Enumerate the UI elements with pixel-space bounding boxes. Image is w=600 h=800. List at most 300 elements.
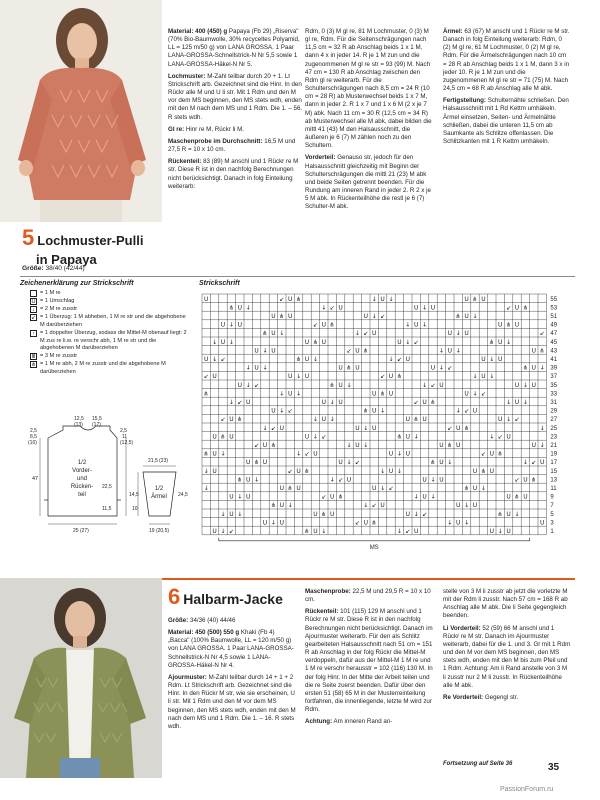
chart-stitch-symbol: ↙ xyxy=(203,373,209,381)
chart-stitch-symbol: ↙ xyxy=(304,450,310,458)
chart-stitch-symbol: ↓ xyxy=(455,330,461,338)
chart-row-number: 3 xyxy=(550,520,554,527)
chart-stitch-symbol: ↓ xyxy=(480,485,486,492)
chart-stitch-symbol: U xyxy=(271,407,276,415)
chart-stitch-symbol: U xyxy=(279,519,285,527)
chart-stitch-symbol: ↓ xyxy=(245,304,251,312)
chart-stitch-symbol: ↓ xyxy=(430,476,436,484)
chart-stitch-symbol: U xyxy=(455,442,461,449)
legend-item xyxy=(30,353,190,361)
chart-stitch-symbol: ↓ xyxy=(279,407,285,415)
chart-stitch-symbol: U xyxy=(430,304,436,312)
legend-symbol-icon: U xyxy=(31,299,36,306)
chart-stitch-symbol: U xyxy=(447,347,453,355)
chart-heading: Strickschrift xyxy=(199,280,240,287)
repeat-bracket xyxy=(219,538,530,541)
chart-stitch-symbol: ↓ xyxy=(430,493,436,501)
chart-stitch-symbol: U xyxy=(262,519,268,527)
chart-row-number: 19 xyxy=(550,451,558,458)
pattern2-title-text: Halbarm-Jacke xyxy=(183,591,283,607)
chart-stitch-symbol: ⋔ xyxy=(329,381,335,389)
chart-stitch-symbol: ↓ xyxy=(438,347,444,355)
chart-stitch-symbol: U xyxy=(212,373,217,381)
chart-stitch-symbol: ↓ xyxy=(212,338,218,346)
paragraph-heading: Rückenteil: xyxy=(305,608,339,616)
chart-stitch-symbol: ⋔ xyxy=(220,433,226,441)
chart-stitch-symbol: ↓ xyxy=(270,519,276,527)
chart-stitch-symbol: U xyxy=(405,450,411,458)
chart-stitch-symbol: ⋔ xyxy=(497,510,503,518)
chart-stitch-symbol: U xyxy=(313,528,318,535)
section-divider xyxy=(20,276,575,277)
chart-stitch-symbol: U xyxy=(254,347,259,355)
chart-stitch-symbol: ⋔ xyxy=(380,390,386,398)
pattern1-number: 5 xyxy=(22,225,35,250)
legend-text: = 1 Umschlag xyxy=(40,298,75,305)
chart-stitch-symbol: U xyxy=(447,330,453,338)
chart-stitch-symbol: ↙ xyxy=(254,442,260,449)
chart-stitch-symbol: U xyxy=(229,433,234,441)
chart-stitch-symbol: ↓ xyxy=(396,450,402,458)
chart-stitch-symbol: U xyxy=(220,338,226,346)
chart-stitch-symbol: U xyxy=(321,416,327,424)
chart-stitch-symbol: U xyxy=(481,356,486,363)
chart-stitch-symbol: ⋔ xyxy=(396,373,402,381)
pattern2-column-3 xyxy=(443,588,571,706)
chart-stitch-symbol: ⋔ xyxy=(346,364,352,372)
paragraph-text: 52 (59) 66 M anschl und 1 Rückr re M str. Danach im Ajourmuster weiterarb, dabei für die 1. und 3. Gr mit 1 Rdm und den M vor dem MS beginnen, den MS stets wdh, enden mit den M bis zum Pfeil und 1 Rdm. Achtung: Am li Rand anstelle von 3 M li zusstr nur 2 M li zusstr. In Rückenteilhöhe alle M abk. xyxy=(443,624,571,689)
chart-stitch-symbol: U xyxy=(237,381,243,389)
chart-stitch-symbol: U xyxy=(262,442,268,449)
paragraph xyxy=(443,588,571,621)
chart-stitch-symbol: ⋔ xyxy=(203,390,209,398)
chart-stitch-symbol: ↙ xyxy=(338,476,344,484)
chart-stitch-symbol: ↓ xyxy=(455,407,461,415)
chart-stitch-symbol: ↓ xyxy=(346,459,352,467)
chart-stitch-symbol: ↓ xyxy=(363,424,369,432)
chart-stitch-symbol: ⋔ xyxy=(539,347,545,355)
chart-stitch-symbol: ↙ xyxy=(388,485,394,492)
chart-stitch-symbol: U xyxy=(313,510,318,518)
chart-stitch-symbol: ↓ xyxy=(245,381,251,389)
chart-stitch-symbol: U xyxy=(245,459,251,467)
paragraph-text: 16,5 M und 27,5 R = 10 x 10 cm. xyxy=(168,137,296,154)
legend-item xyxy=(30,298,190,306)
chart-stitch-symbol: ⋔ xyxy=(321,510,327,518)
chart-row-number: 33 xyxy=(550,391,558,398)
legend-heading: Zeichenerklärung zur Strickschrift xyxy=(20,280,134,287)
chart-stitch-symbol: ↓ xyxy=(203,485,209,492)
chart-stitch-symbol: ↓ xyxy=(228,338,234,346)
chart-stitch-symbol: ↓ xyxy=(371,295,377,303)
legend-item xyxy=(30,314,190,329)
paragraph-heading: Ajourmuster: xyxy=(168,673,207,681)
chart-stitch-symbol: U xyxy=(489,467,495,475)
chart-stitch-symbol: U xyxy=(481,373,486,381)
chart-stitch-symbol: ⋔ xyxy=(480,467,486,475)
chart-stitch-symbol: ⋔ xyxy=(489,338,495,346)
legend-symbol-icon: ↙ xyxy=(31,315,36,322)
chart-stitch-symbol: ⋔ xyxy=(464,485,470,492)
chart-symbols xyxy=(204,296,545,535)
chart-stitch-symbol: U xyxy=(464,330,469,338)
chart-stitch-symbol: U xyxy=(329,493,335,501)
chart-row-number: 15 xyxy=(550,468,558,475)
chart-stitch-symbol: ↙ xyxy=(480,390,486,398)
pattern1-column-1 xyxy=(168,28,304,195)
chart-stitch-symbol: ↓ xyxy=(346,381,352,389)
chart-stitch-symbol: ↓ xyxy=(312,356,318,363)
chart-stitch-symbol: U xyxy=(321,338,327,346)
chart-stitch-symbol: ↓ xyxy=(296,373,302,381)
chart-stitch-symbol: U xyxy=(363,313,369,320)
legend-text: = 1 Überzug: 1 M abheben, 1 M re str und die abgehobene M darüberziehen xyxy=(40,314,186,328)
chart-stitch-symbol: U xyxy=(245,493,251,501)
chart-stitch-symbol: ↙ xyxy=(254,381,260,389)
chart-stitch-symbol: ↓ xyxy=(287,502,293,510)
chart-stitch-symbol: U xyxy=(506,510,511,518)
chart-stitch-symbol: U xyxy=(287,313,293,320)
chart-stitch-symbol: ⋔ xyxy=(363,347,369,355)
paragraph-text: Schulternähte schließen. Den Halsausschnitt mit 1 Rd Kettm umhäkeln. Ärmel einsetzen, Seiten- und Ärmelnähte schließen, dabei die unteren 11,5 cm ab Saumkante als Schlitze offenlassen. Die Schlitzkanten mit 1 R Kettm umhäkeln. xyxy=(443,97,569,146)
chart-stitch-symbol: ↓ xyxy=(312,433,318,441)
chart-stitch-symbol: ↓ xyxy=(489,433,495,441)
chart-stitch-symbol: ⋔ xyxy=(312,338,318,346)
chart-stitch-symbol: ↓ xyxy=(279,390,285,398)
chart-stitch-symbol: U xyxy=(279,485,285,492)
chart-stitch-symbol: ⋔ xyxy=(497,450,503,458)
chart-stitch-symbol: U xyxy=(439,381,444,389)
chart-stitch-symbol: ⋔ xyxy=(329,321,335,329)
chart-stitch-symbol: ↙ xyxy=(430,381,436,389)
pattern2-column-1 xyxy=(168,617,296,735)
chart-stitch-symbol: U xyxy=(439,459,444,467)
legend-text: = 1 M re xyxy=(40,290,61,296)
chart-stitch-symbol: ↓ xyxy=(539,424,545,432)
chart-stitch-symbol: U xyxy=(439,442,444,449)
chart-stitch-symbol: ↙ xyxy=(220,356,226,363)
paragraph-text: 83 (89) M anschl und 1 Rückr re M str. Diese R ist in den nachfolg Berechnungen nicht berücksichtigt. Danach in folg Einteilung weiterarb: xyxy=(168,158,299,190)
chart-stitch-symbol: U xyxy=(371,407,377,415)
paragraph-heading: Material: 400 (450) g xyxy=(168,28,228,35)
chart-row-number: 7 xyxy=(550,503,554,510)
pattern2-number: 6 xyxy=(168,584,181,609)
chart-stitch-symbol: ↙ xyxy=(287,467,293,475)
chart-stitch-symbol: ↓ xyxy=(354,330,360,338)
chart-stitch-symbol: ↙ xyxy=(506,304,512,312)
chart-stitch-symbol: ↓ xyxy=(262,364,268,372)
chart-stitch-symbol: ↓ xyxy=(262,347,268,355)
legend-symbol-icon: ↓ xyxy=(30,306,37,313)
chart-stitch-symbol: ↓ xyxy=(413,493,419,501)
paragraph-text: Papaya (Fb 29) „Riserva" (70% Bio-Baumwolle, 30% recyceltes Polyamid, LL = 125 m/50 g) von LANA GROSSA. 1 Paar LANA-GROSSA-Schnellstrick-N Nr 5,5 sowie 1 LANA-GROSSA-Häkel-N Nr 5. xyxy=(168,28,300,68)
chart-stitch-symbol: ⋔ xyxy=(304,528,310,535)
continuation-note: Fortsetzung auf Seite 36 xyxy=(443,761,513,767)
chart-stitch-symbol: U xyxy=(472,467,478,475)
legend-item xyxy=(30,306,190,314)
paragraph xyxy=(443,97,571,146)
chart-stitch-symbol: ↓ xyxy=(413,433,419,441)
paragraph xyxy=(443,625,571,690)
chart-stitch-symbol: U xyxy=(455,424,461,432)
pattern1-size-value: 38/40 (42/44) xyxy=(45,265,85,272)
legend-item xyxy=(30,290,190,298)
chart-stitch-symbol: U xyxy=(321,321,327,329)
chart-stitch-symbol: ↓ xyxy=(237,510,243,518)
chart-stitch-symbol: ↓ xyxy=(346,442,352,449)
legend-text: = 1 M re abh, 2 M re zusstr und die abgehobene M darüberziehen xyxy=(40,361,166,375)
chart-stitch-symbol: U xyxy=(472,407,478,415)
chart-stitch-symbol: U xyxy=(497,338,503,346)
pattern1-column-3 xyxy=(443,28,571,150)
paragraph-heading: Lochmuster: xyxy=(168,72,206,80)
dim-right-top2: 11 xyxy=(122,434,128,440)
chart-row-number: 47 xyxy=(550,331,558,338)
chart-stitch-symbol: U xyxy=(405,433,411,441)
chart-stitch-symbol: U xyxy=(464,295,469,303)
chart-stitch-symbol: U xyxy=(497,356,503,363)
chart-stitch-symbol: ⋔ xyxy=(228,304,234,312)
chart-stitch-symbol: U xyxy=(338,304,343,312)
chart-stitch-symbol: U xyxy=(523,493,528,501)
chart-stitch-symbol: ↓ xyxy=(203,467,209,475)
dim-top1: 12,5 xyxy=(74,416,84,422)
chart-stitch-symbol: ↓ xyxy=(388,356,394,363)
chart-stitch-symbol: ↓ xyxy=(228,321,234,329)
chart-stitch-symbol: U xyxy=(287,373,293,381)
dim-sleeve-245: 24,5 xyxy=(178,492,188,498)
chart-stitch-symbol: ↙ xyxy=(413,399,419,406)
paragraph xyxy=(443,28,571,93)
chart-row-number: 35 xyxy=(550,382,558,389)
chart-stitch-symbol: ↙ xyxy=(354,519,360,527)
chart-stitch-symbol: ↙ xyxy=(480,450,486,458)
paragraph-heading: Größe: xyxy=(168,617,189,624)
chart-stitch-symbol: ⋔ xyxy=(203,450,209,458)
chart-stitch-symbol: U xyxy=(422,416,427,424)
repeat-label: MS xyxy=(369,544,379,551)
schematic-drawing xyxy=(18,404,188,542)
chart-stitch-symbol: U xyxy=(229,510,234,518)
chart-stitch-symbol: ⋔ xyxy=(371,519,377,527)
chart-row-number: 25 xyxy=(550,425,558,432)
dim-sleeve-10: 10 xyxy=(132,506,138,512)
chart-stitch-symbol: ↓ xyxy=(422,304,428,312)
chart-stitch-symbol: ⋔ xyxy=(430,399,436,406)
chart-row-number: 9 xyxy=(550,494,554,501)
dim-sleeve-bottom: 19 (20,5) xyxy=(149,528,170,534)
chart-stitch-symbol: U xyxy=(439,476,444,484)
chart-stitch-symbol: U xyxy=(380,502,385,510)
chart-stitch-symbol: U xyxy=(380,295,385,303)
chart-stitch-symbol: ↙ xyxy=(270,424,276,432)
chart-stitch-symbol: ↓ xyxy=(321,304,327,312)
chart-stitch-symbol: U xyxy=(212,433,217,441)
chart-stitch-symbol: ⋔ xyxy=(270,502,276,510)
chart-row-number: 49 xyxy=(550,322,558,329)
chart-stitch-symbol: U xyxy=(371,424,377,432)
paragraph-text: 34/36 (40) 44/46 xyxy=(188,617,236,624)
paragraph-text: stelle von 3 M li zusstr ab jetzt die vorletzte M mit der Rdm li zusstr. Nach 57 cm = 168 R ab Anschlag alle M abk. Die li Seite gegengleich beenden. xyxy=(443,588,568,620)
chart-stitch-symbol: U xyxy=(237,304,243,312)
chart-stitch-symbol: U xyxy=(388,390,394,398)
body-label-1: 1/2 xyxy=(77,460,87,466)
chart-stitch-symbol: U xyxy=(539,459,545,467)
chart-stitch-symbol: U xyxy=(279,502,285,510)
chart-stitch-symbol: U xyxy=(531,364,537,372)
chart-stitch-symbol: ↓ xyxy=(464,519,470,527)
chart-stitch-symbol: ↙ xyxy=(312,321,318,329)
chart-stitch-symbol: ↓ xyxy=(522,459,528,467)
chart-stitch-symbol: U xyxy=(363,519,369,527)
chart-stitch-symbol: ↙ xyxy=(464,407,470,415)
chart-stitch-symbol: U xyxy=(212,450,217,458)
chart-row-number: 21 xyxy=(550,443,558,449)
watermark: PassionForum.ru xyxy=(500,786,554,793)
chart-stitch-symbol: U xyxy=(304,373,310,381)
chart-stitch-symbol: U xyxy=(304,338,310,346)
chart-stitch-symbol: U xyxy=(514,399,520,406)
chart-stitch-symbol: ↓ xyxy=(455,347,461,355)
paragraph xyxy=(305,28,433,150)
paragraph xyxy=(305,718,433,726)
chart-stitch-symbol: ⋔ xyxy=(270,442,276,449)
chart-stitch-symbol: ⋔ xyxy=(287,485,293,492)
chart-stitch-symbol: ↓ xyxy=(296,390,302,398)
chart-stitch-symbol: ↓ xyxy=(329,476,335,484)
chart-stitch-symbol: ↓ xyxy=(506,416,512,424)
chart-stitch-symbol: U xyxy=(455,519,461,527)
chart-stitch-symbol: U xyxy=(413,321,419,329)
chart-stitch-symbol: ↓ xyxy=(539,364,545,372)
chart-stitch-symbol: U xyxy=(531,442,537,449)
chart-stitch-symbol: ⋔ xyxy=(522,364,528,372)
chart-stitch-symbol: U xyxy=(355,364,360,372)
paragraph-heading: Fertigstellung: xyxy=(443,97,486,105)
chart-stitch-symbol: ↓ xyxy=(514,510,520,518)
chart-stitch-symbol: ⋔ xyxy=(304,467,310,475)
dim-top1b: (13) xyxy=(74,422,83,428)
dim-115: 11,5 xyxy=(102,506,112,512)
paragraph xyxy=(443,694,571,702)
legend-symbol-icon xyxy=(30,290,37,297)
chart-stitch-symbol: ↙ xyxy=(363,330,369,338)
chart-stitch-symbol: ↙ xyxy=(380,373,386,381)
chart-stitch-symbol: U xyxy=(422,399,427,406)
chart-stitch-symbol: ↙ xyxy=(220,416,226,424)
chart-stitch-symbol: U xyxy=(514,381,520,389)
legend-symbol-icon: Ⅲ xyxy=(31,354,36,361)
paragraph-text: 63 (67) M anschl und 1 Rückr re M str. Danach in folg Einteilung weiterarb: Rdm, 0 (2) M gl re, 61 M Lochmuster, 0 (2) M gl re, Rdm. Für die Ärmelschrägungen nach 10 cm = 28 R ab Anschlag beids 1 x 1 M, dann 3 x in jeder 10. R je 1 M zun und die zugenommenen M gl re str = 71 (75) M. Nach 24,5 cm = 68 R ab Anschlag alle M abk. xyxy=(443,28,570,93)
paragraph-heading: Rückenteil: xyxy=(168,158,202,166)
chart-stitch-symbol: ⋔ xyxy=(296,295,302,303)
chart-stitch-symbol: U xyxy=(430,364,436,372)
chart-stitch-symbol: U xyxy=(388,373,394,381)
chart-stitch-symbol: ⋔ xyxy=(531,476,537,484)
chart-stitch-symbol: U xyxy=(422,493,427,501)
chart-stitch-symbol: ↙ xyxy=(321,433,327,441)
chart-stitch-symbol: ↓ xyxy=(522,399,528,406)
dim-top2b: (17) xyxy=(92,422,101,428)
legend-text: = 1 doppelter Überzug, sodass die Mittel-M obenauf liegt: 2 M zus re li.w. re verschr abh, 1 M re str und die abgehobenen M darüberziehen xyxy=(40,329,187,352)
chart-stitch-symbol: ↙ xyxy=(396,356,402,363)
pattern2-title xyxy=(168,584,283,609)
paragraph xyxy=(305,608,433,714)
chart-row-number: 41 xyxy=(550,357,558,363)
chart-stitch-symbol: ↙ xyxy=(321,493,327,501)
chart-stitch-symbol: ↓ xyxy=(312,416,318,424)
chart-stitch-symbol: ↓ xyxy=(380,407,386,415)
chart-stitch-symbol: U xyxy=(523,476,528,484)
chart-row-number: 31 xyxy=(550,400,558,406)
paragraph-text: Gegengl str. xyxy=(483,693,519,701)
chart-stitch-symbol: ↙ xyxy=(447,364,453,372)
sweater-photo xyxy=(0,0,162,222)
chart-stitch-symbol: U xyxy=(405,356,411,363)
chart-stitch-symbol: U xyxy=(506,528,511,535)
jacket-photo xyxy=(0,578,162,778)
chart-stitch-symbol: ⋔ xyxy=(472,295,478,303)
chart-stitch-symbol: U xyxy=(287,390,293,398)
chart-row-number: 45 xyxy=(550,339,558,346)
chart-stitch-symbol: ⋔ xyxy=(455,313,461,320)
chart-stitch-symbol: ↓ xyxy=(220,510,226,518)
chart-stitch-symbol: U xyxy=(531,347,537,355)
chart-stitch-symbol: U xyxy=(397,338,402,346)
chart-stitch-symbol: ↓ xyxy=(438,364,444,372)
chart-stitch-symbol: ↙ xyxy=(539,330,545,338)
chart-stitch-symbol: ⋔ xyxy=(396,433,402,441)
chart-row-number: 1 xyxy=(550,529,554,535)
chart-stitch-symbol: ↓ xyxy=(279,330,285,338)
chart-stitch-symbol: ↓ xyxy=(296,450,302,458)
chart-stitch-symbol: ↓ xyxy=(447,519,453,527)
chart-stitch-symbol: U xyxy=(338,459,343,467)
chart-stitch-symbol: ↙ xyxy=(447,424,453,432)
chart-row-number: 37 xyxy=(550,374,558,381)
paragraph-heading: Li Vorderteil: xyxy=(443,624,481,632)
pattern1-size-label: Größe: xyxy=(22,265,44,272)
chart-stitch-symbol: U xyxy=(212,528,217,535)
pattern1-title xyxy=(22,225,172,269)
chart-stitch-symbol: U xyxy=(220,321,226,329)
chart-row-number: 55 xyxy=(550,296,558,303)
chart-stitch-symbol: ↓ xyxy=(245,364,251,372)
chart-stitch-symbol: U xyxy=(296,485,301,492)
chart-stitch-symbol: ↙ xyxy=(497,433,503,441)
chart-stitch-symbol: U xyxy=(338,381,343,389)
chart-stitch-symbol: U xyxy=(254,364,259,372)
pattern1-column-2 xyxy=(305,28,433,215)
chart-stitch-symbol: ↓ xyxy=(220,528,226,535)
chart-stitch-symbol: U xyxy=(539,519,545,527)
chart-stitch-symbol: ↓ xyxy=(489,356,495,363)
chart-row-number: 11 xyxy=(550,486,557,492)
chart-row-number: 13 xyxy=(550,477,558,484)
chart-stitch-symbol: U xyxy=(531,381,537,389)
chart-row-number: 17 xyxy=(550,460,558,467)
chart-stitch-symbol: ↓ xyxy=(388,295,394,303)
chart-stitch-symbol: ⋔ xyxy=(279,313,285,320)
paragraph-text: M-Zahl teilbar durch 20 + 1. Lt Strickschrift arb. Gezeichnet sind die Hinr. In den Rückr alle M und U li str. Mit 1 Rdm und den M vor dem MS beginnen, den MS stets wdh, enden mit den M nach dem MS und 1 Rdm. Die 1. – 56. R stets wdh. xyxy=(168,72,303,121)
chart-stitch-symbol: U xyxy=(271,347,276,355)
paragraph-heading: Vorderteil: xyxy=(305,154,336,162)
paragraph-heading: Gl re: xyxy=(168,125,185,133)
chart-stitch-symbol: ⋔ xyxy=(254,459,260,467)
chart-stitch-symbol: U xyxy=(388,450,394,458)
chart-stitch-symbol: U xyxy=(405,510,411,518)
body-label-3: und xyxy=(76,476,88,482)
